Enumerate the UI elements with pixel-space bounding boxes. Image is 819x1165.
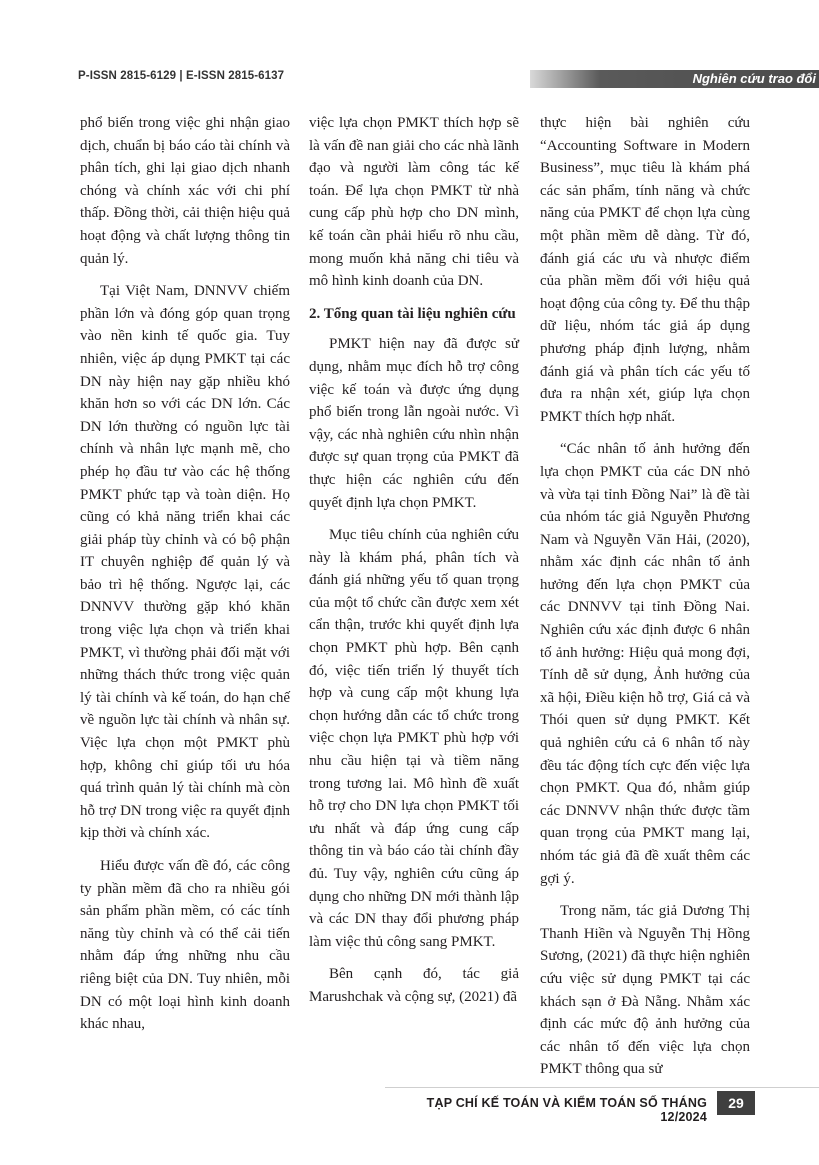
paragraph: Trong năm, tác giả Dương Thị Thanh Hiền và Nguyễn Thị Hồng Sương, (2021) đã thực hiện nghiên cứu việc sử dụng PMKT tại các khách sạn ở Đà Nẵng. Nhằm xác định các mức độ ảnh hưởng của các nhân tố đến việc lựa chọn PMKT thông qua sử xyxy=(540,903,750,1078)
paragraph: phổ biến trong việc ghi nhận giao dịch, chuẩn bị báo cáo tài chính và phân tích, ghi lại giao dịch nhanh chóng và chính xác với chi phí thấp. Đồng thời, cải thiện hiệu quả hoạt động và chất lượng thông tin quản lý. xyxy=(80,115,290,267)
footer-journal-title: TẠP CHÍ KẾ TOÁN VÀ KIỂM TOÁN SỐ THÁNG 12/2024 xyxy=(426,1096,707,1124)
header-issn: P-ISSN 2815-6129 | E-ISSN 2815-6137 xyxy=(78,70,285,82)
text-column-1 xyxy=(80,112,290,1046)
paragraph: Mục tiêu chính của nghiên cứu này là khám phá, phân tích và đánh giá những yếu tố quan trọng của một tổ chức cần được xem xét cẩn thận, trước khi quyết định lựa chọn PMKT phù hợp. Bên cạnh đó, việc tiến triển lý thuyết tích hợp và cung cấp một khung lựa chọn hướng dẫn các tổ chức trong việc chọn lựa PMKT phù hợp với nhu cầu hiện tại và tiềm năng trong tương lai. Mô hình đề xuất hỗ trợ cho DN lựa chọn PMKT tối ưu nhất và đáp ứng cung cấp thông tin và báo cáo tài chính đầy đủ. Tuy vậy, nghiên cứu cũng áp dụng cho những DN mới thành lập và các DN thay đổi phương pháp làm việc thủ công sang PMKT. xyxy=(309,527,519,950)
text-column-3 xyxy=(540,112,750,1091)
paragraph: việc lựa chọn PMKT thích hợp sẽ là vấn đề nan giải cho các nhà lãnh đạo và người làm công tác kế toán. Để lựa chọn PMKT từ nhà cung cấp phù hợp cho DN mình, kế toán cần phải hiểu rõ nhu cầu, mong muốn khả năng chi tiêu và mô hình kinh doanh của DN. xyxy=(309,115,519,290)
paragraph: Hiểu được vấn đề đó, các công ty phần mềm đã cho ra nhiều gói sản phẩm phần mềm, có các tính năng tùy chỉnh và có thể cải tiến nhằm đáp ứng những nhu cầu riêng biệt của DN. Tuy nhiên, mỗi DN có một loại hình kinh doanh khác nhau, xyxy=(80,858,290,1033)
section-heading: 2. Tổng quan tài liệu nghiên cứu xyxy=(309,305,516,322)
paragraph: PMKT hiện nay đã được sử dụng, nhằm mục đích hỗ trợ công việc kế toán và được ứng dụng phổ biến trong lẫn ngoài nước. Vì vậy, các nhà nghiên cứu nhìn nhận được sự quan trọng của PMKT đã thực hiện các nghiên cứu đến quyết định lựa chọn PMKT. xyxy=(309,336,519,511)
footer-divider xyxy=(385,1087,819,1088)
paragraph: thực hiện bài nghiên cứu “Accounting Software in Modern Business”, mục tiêu là khám phá các sản phẩm, tính năng và chức năng của PMKT để chọn lựa cùng một phần mềm dễ dàng. Từ đó, đánh giá các ưu và nhược điểm của phần mềm đối với hiệu quả hoạt động của công ty. Để thu thập dữ liệu, nhóm tác giả áp dụng phương pháp định lượng, nhằm đánh giá và phân tích các yếu tố đưa ra nhận xét, giúp lựa chọn PMKT thích hợp nhất. xyxy=(540,115,750,425)
paragraph: Bên cạnh đó, tác giả Marushchak và cộng sự, (2021) đã xyxy=(309,966,519,1005)
paragraph: Tại Việt Nam, DNNVV chiếm phần lớn và đóng góp quan trọng vào nền kinh tế quốc gia. Tuy nhiên, việc áp dụng PMKT tại các DN này hiện nay gặp nhiều khó khăn hơn so với các DN lớn. Các DN lớn thường có nguồn lực tài chính và nhân lực mạnh mẽ, cho phép họ đầu tư vào các hệ thống PMKT phức tạp và toàn diện. Họ cũng có khả năng triển khai các giải pháp tùy chỉnh và có bộ phận IT chuyên nghiệp để quản lý và bảo trì hệ thống. Ngược lại, các DNNVV thường gặp khó khăn trong việc lựa chọn và triển khai PMKT, vì thường phải đối mặt với những thách thức trong việc quản lý tài chính và kế toán, do hạn chế về nguồn lực tài chính và nhân sự. Việc lựa chọn một PMKT phù hợp, không chỉ giúp tối ưu hóa quá trình quản lý tài chính mà còn hỗ trợ DN trong việc ra quyết định kịp thời và chính xác. xyxy=(80,283,290,842)
paragraph: “Các nhân tố ảnh hưởng đến lựa chọn PMKT của các DN nhỏ và vừa tại tỉnh Đồng Nai” là đề tài của nhóm tác giả Nguyễn Phương Nam và Nguyễn Văn Hải, (2020), nhằm xác định các nhân tố ảnh hưởng đến lựa chọn PMKT của các DNNVV tại tỉnh Đồng Nai. Nghiên cứu xác định được 6 nhân tố ảnh hưởng: Hiệu quả mong đợi, Tính dễ sử dụng, Ảnh hưởng của xã hội, Điều kiện hỗ trợ, Giá cả và Thói quen sử dụng PMKT. Kết quả nghiên cứu cả 6 nhân tố này đều tác động tích cực đến việc lựa chọn PMKT. Qua đó, nhằm giúp các DNNVV nhận thức được tầm quan trọng của PMKT mang lại, nhóm tác giả đã đề xuất thêm các gợi ý. xyxy=(540,441,750,887)
text-column-2 xyxy=(309,112,519,1019)
page-number: 29 xyxy=(717,1091,755,1115)
header-section-title: Nghiên cứu trao đổi xyxy=(692,71,816,86)
header-section-bar xyxy=(530,70,819,88)
